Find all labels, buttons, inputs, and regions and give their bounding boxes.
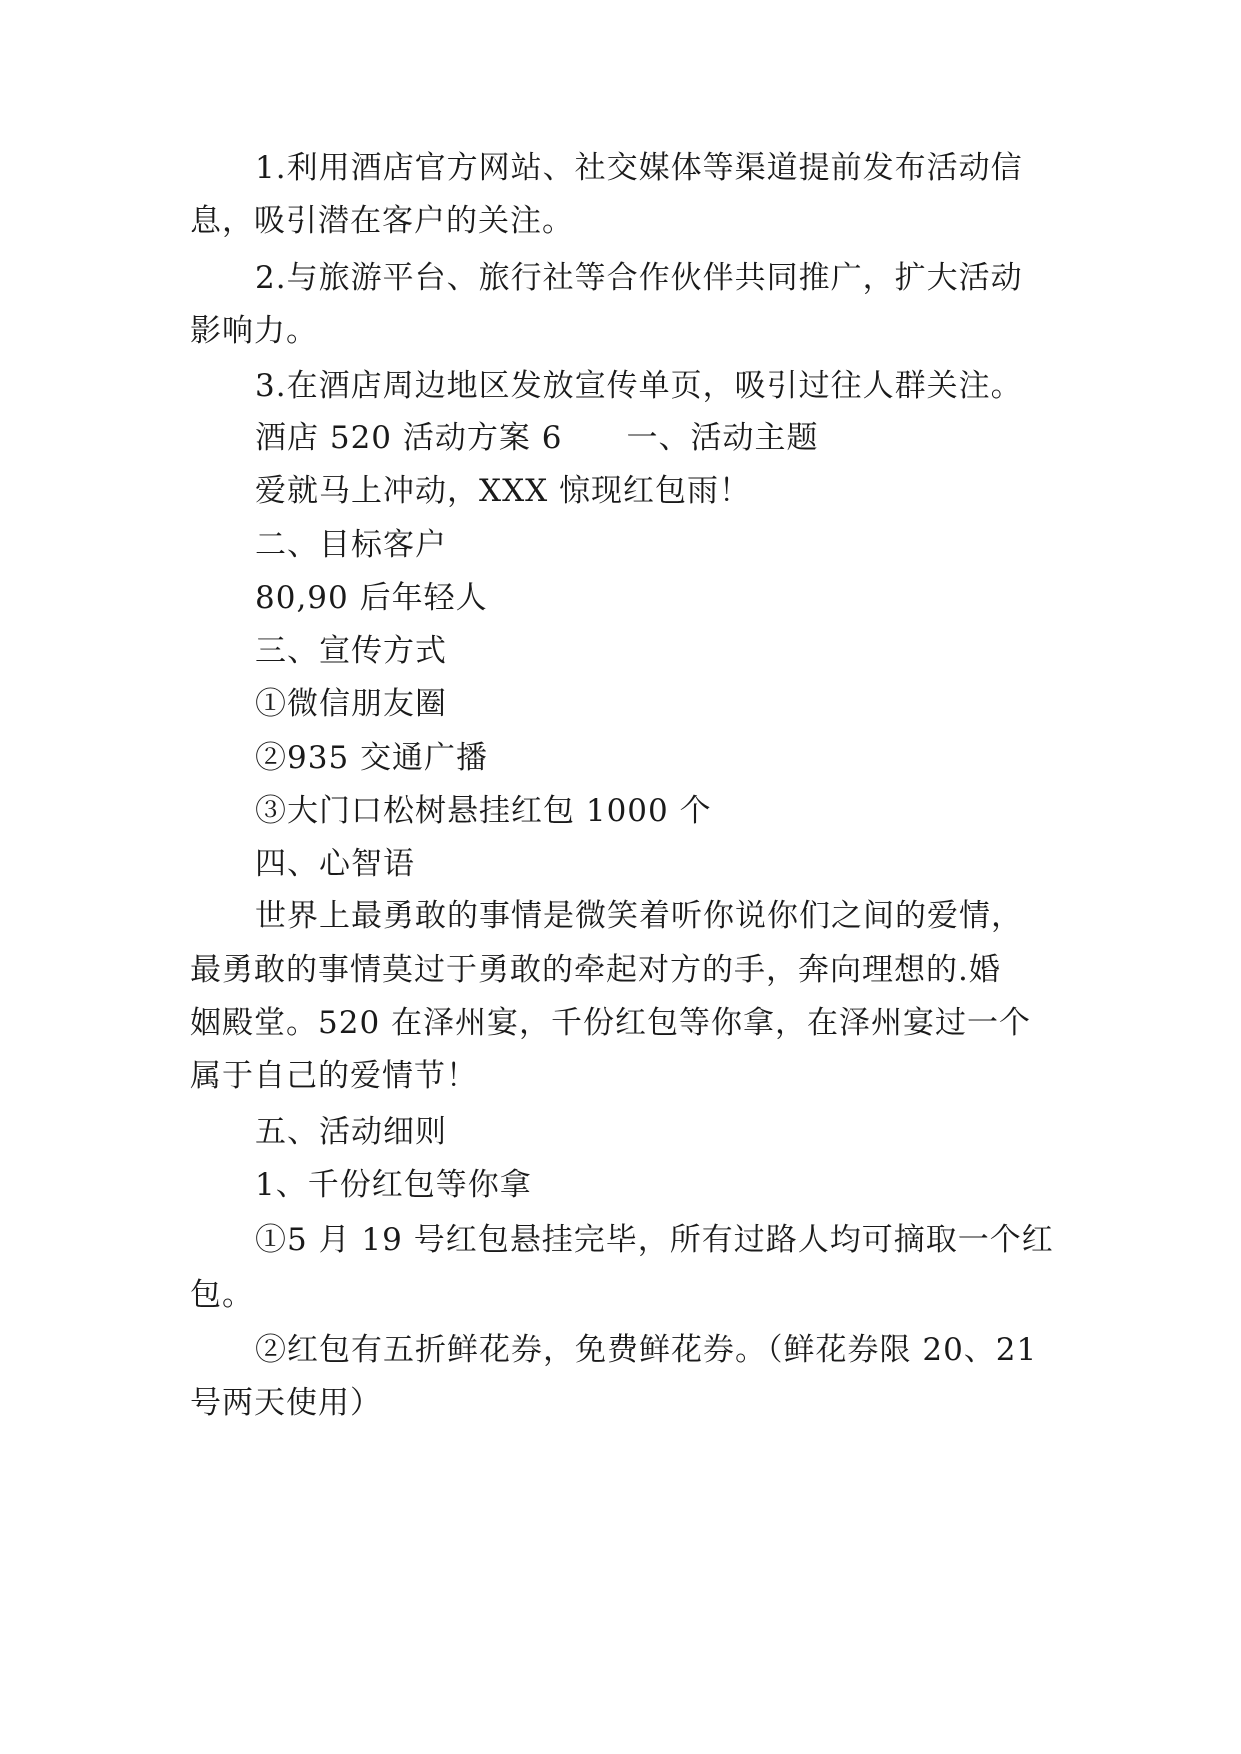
- paragraph-line: 2.与旅游平台、旅行社等合作伙伴共同推广，扩大活动: [255, 260, 1023, 296]
- paragraph-line: 姻殿堂。520 在泽州宴，千份红包等你拿，在泽州宴过一个: [190, 1005, 1032, 1041]
- paragraph-line: 最勇敢的事情莫过于勇敢的牵起对方的手，奔向理想的.婚: [190, 952, 1001, 988]
- section-heading: 四、心智语: [255, 846, 415, 882]
- paragraph-line: 3.在酒店周边地区发放宣传单页，吸引过往人群关注。: [255, 368, 1023, 404]
- paragraph-line: 包。: [190, 1277, 254, 1313]
- list-item: ③大门口松树悬挂红包 1000 个: [255, 793, 712, 829]
- section-heading: 酒店 520 活动方案 6 一、活动主题: [255, 420, 819, 456]
- paragraph-line: 号两天使用）: [190, 1385, 382, 1421]
- list-item: ②935 交通广播: [255, 740, 489, 776]
- paragraph-line: 世界上最勇敢的事情是微笑着听你说你们之间的爱情，: [255, 898, 1023, 934]
- section-heading: 五、活动细则: [255, 1114, 447, 1150]
- paragraph-line: 80,90 后年轻人: [255, 580, 488, 616]
- section-heading: 三、宣传方式: [255, 633, 447, 669]
- paragraph-line: 1.利用酒店官方网站、社交媒体等渠道提前发布活动信: [255, 150, 1023, 186]
- paragraph-line: 爱就马上冲动，XXX 惊现红包雨！: [255, 473, 752, 509]
- paragraph-line: 影响力。: [190, 313, 318, 349]
- subsection-heading: 1、千份红包等你拿: [255, 1167, 532, 1203]
- list-item: ①微信朋友圈: [255, 686, 447, 722]
- paragraph-line: 息，吸引潜在客户的关注。: [190, 203, 574, 239]
- paragraph-line: 属于自己的爱情节！: [190, 1058, 478, 1094]
- list-item: ①5 月 19 号红包悬挂完毕，所有过路人均可摘取一个红: [255, 1222, 1054, 1258]
- section-heading: 二、目标客户: [255, 527, 447, 563]
- list-item: ②红包有五折鲜花券，免费鲜花券。（鲜花券限 20、21: [255, 1332, 1038, 1368]
